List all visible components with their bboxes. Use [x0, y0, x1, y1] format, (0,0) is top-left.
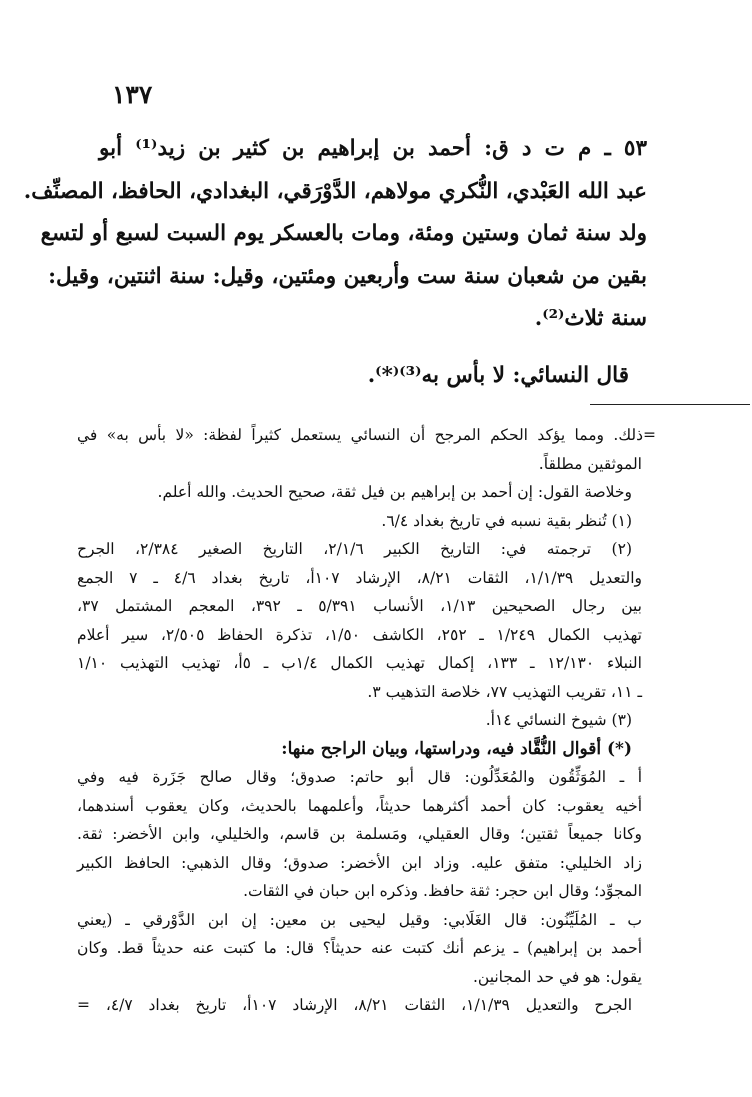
footnote-line: وخلاصة القول: إن أحمد بن إبراهيم بن فيل ثقة، صحيح الحديث. والله أعلم. [157, 483, 632, 501]
footnote-line: (١) تُنظر بقية نسبه في تاريخ بغداد ٦/٤. [381, 511, 632, 530]
footnote-line: أخيه يعقوب: كان أحمد أكثرهما حديثاً، وأعلمهما بالحديث، وكان يعقوب أسندهما، [77, 796, 642, 815]
footnote-line: بين رجال الصحيحين ١/١٣، الأنساب ٥/٣٩١ ـ ٣٩٢، المعجم المشتمل ٣٧، [77, 597, 642, 615]
footnote-line: المجوِّد؛ وقال ابن حجر: ثقة حافظ. وذكره ابن حبان في الثقات. [243, 882, 642, 900]
main-text [23, 128, 648, 397]
footnote-line: ـ ١١، تقريب التهذيب ٧٧، خلاصة التذهيب ٣. [367, 682, 642, 701]
footnote-line: زاد الخليلي: متفق عليه. وزاد ابن الأخضر: صدوق؛ وقال الذهبي: الحافظ الكبير [77, 853, 642, 872]
main-text-line: بقين من شعبان سنة ست وأربعين ومئتين، وقيل: سنة اثنتين، وقيل: [48, 263, 647, 289]
footnote-line: (٣) شيوخ النسائي ١٤أ. [485, 711, 632, 729]
footnote-line: يقول: هو في حد المجانين. [472, 967, 642, 986]
critics-heading: (*) أقوال النُّقَّاد فيه، ودراستها، وبيان الراجح منها: [281, 738, 632, 759]
footnotes [77, 421, 656, 1020]
footnote-line: الجرح والتعديل ١/١/٣٩، الثقات ٨/٢١، الإرشاد ١٠٧أ، تاريخ بغداد ٤/٧، = [77, 996, 633, 1014]
main-text-line: ٥٣ ـ م ت د ق: أحمد بن إبراهيم بن كثير بن زيد⁽¹⁾ أبو [99, 136, 648, 161]
main-text-line: سنة ثلاث⁽²⁾. [534, 306, 647, 331]
main-text-line: ولد سنة ثمان وستين ومئة، ومات بالعسكر يوم السبت لسبع أو لتسع [40, 221, 647, 246]
main-text-line: عبد الله العَبْدي، النُّكري مولاهم، الدَّوْرَقي، البغدادي، الحافظ، المصنِّف. [23, 178, 647, 204]
footnote-line: النبلاء ١٢/١٣٠ ـ ١٣٣، إكمال تهذيب الكمال ١/٤ب ـ ٥أ، تهذيب التهذيب ١/١٠ [77, 654, 642, 672]
footnote-line: أ ـ المُوَثِّقُون والمُعَدِّلُون: قال أبو حاتم: صدوق؛ وقال صالح جَزَرة فيه وفي [77, 768, 642, 786]
footnote-line: تهذيب الكمال ١/٢٤٩ ـ ٢٥٢، الكاشف ١/٥٠، تذكرة الحفاظ ٢/٥٠٥، سير أعلام [77, 625, 642, 644]
footnote-line: وكانا جميعاً ثقتين؛ وقال العقيلي، ومَسلمة بن قاسم، والخليلي، وابن الأخضر: ثقة. [77, 825, 642, 843]
footnote-line: (٢) ترجمته في: التاريخ الكبير ٢/١/٦، التاريخ الصغير ٢/٣٨٤، الجرح [77, 540, 632, 558]
page-number: ١٣٧ [112, 80, 153, 109]
nasai-verdict: قال النسائي: لا بأس به⁽³⁾⁽*⁾. [367, 362, 629, 388]
footnote-line: ب ـ المُلَيِّنُون: قال الغَلَابي: وقيل ليحيى بن معين: إن ابن الدَّوْرقي ـ (يعني [77, 910, 642, 929]
footnote-separator [590, 404, 750, 405]
footnote-line: والتعديل ١/١/٣٩، الثقات ٨/٢١، الإرشاد ١٠٧أ، تاريخ بغداد ٤/٦ ـ ٧ الجمع [77, 568, 642, 587]
footnote-line: أحمد بن إبراهيم) ـ يزعم أنك كتبت عنه حديثاً؟ قال: ما كتبت عنه حديثاً قط. وكان [77, 939, 642, 957]
footnote-line: =ذلك. ومما يؤكد الحكم المرجح أن النسائي يستعمل كثيراً لفظة: «لا بأس به» في [77, 426, 656, 444]
footnote-line: الموثقين مطلقاً. [538, 454, 642, 473]
